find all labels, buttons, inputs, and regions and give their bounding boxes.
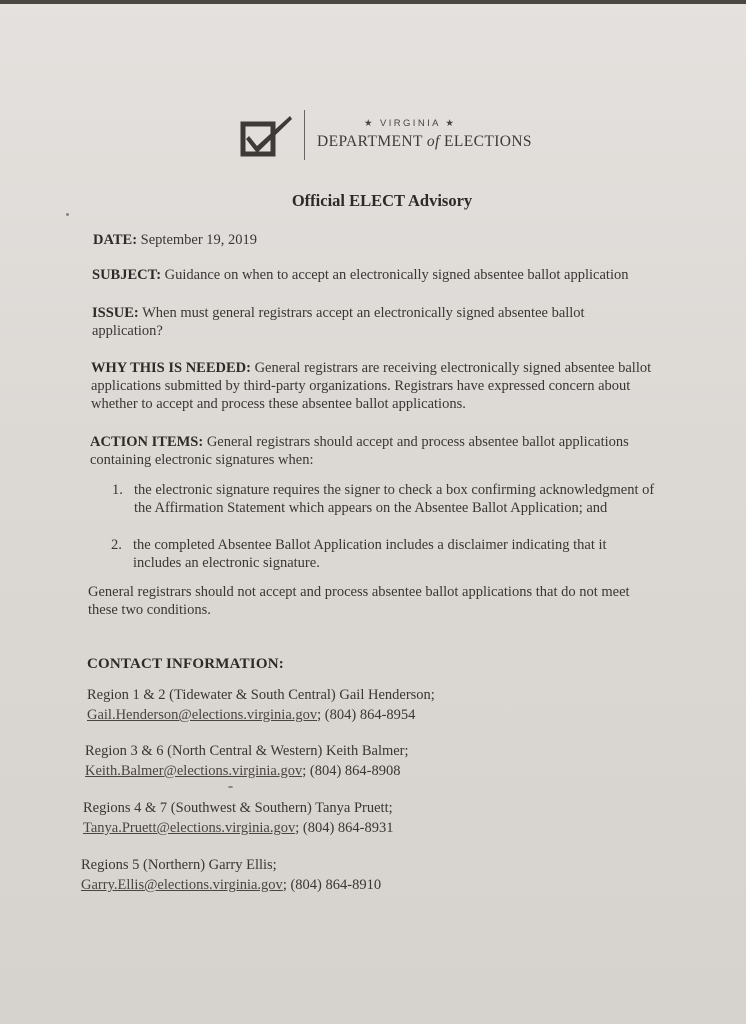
contact-phone: ; (804) 864-8931 [295,820,394,836]
letterhead-department: DEPARTMENT of ELECTIONS [317,133,532,150]
action-items-label: ACTION ITEMS: [90,434,204,450]
date-label: DATE: [93,232,138,248]
subject-field [92,266,628,284]
list-item-text: the completed Absentee Ballot Application includes a disclaimer indicating that it includes an electronic signature. [133,537,607,571]
contact-heading: CONTACT INFORMATION: [87,656,284,672]
contact-entry [81,855,381,895]
list-item-number: 2. [111,537,122,553]
issue-line-1: When must general registrars accept an electronically signed absentee ballot [142,305,585,321]
top-edge-shadow [0,0,746,4]
contact-entry [85,741,409,781]
why-needed-label: WHY THIS IS NEEDED: [91,360,251,376]
contact-entry [83,798,393,838]
contact-phone: ; (804) 864-8908 [302,763,401,779]
why-needed-line-2: applications submitted by third-party organizations. Registrars have expressed concern about [91,378,631,394]
contact-region: Region 3 & 6 (North Central & Western) Keith Balmer; [85,743,409,759]
issue-label: ISSUE: [92,305,139,321]
subject-label: SUBJECT: [92,267,162,283]
checkbox-check-icon [240,110,298,160]
contact-email-link[interactable]: Garry.Ellis@elections.virginia.gov [81,877,283,893]
contact-email-link[interactable]: Gail.Henderson@elections.virginia.gov [87,707,318,723]
contact-region: Regions 4 & 7 (Southwest & Southern) Tanya Pruett; [83,800,393,816]
letterhead [240,108,540,164]
contact-region: Regions 5 (Northern) Garry Ellis; [81,857,277,873]
document-title: Official ELECT Advisory [291,191,473,210]
letterhead-divider [304,110,305,160]
date-value: September 19, 2019 [140,232,258,248]
contact-email-link[interactable]: Keith.Balmer@elections.virginia.gov [85,763,303,779]
list-item-text: the electronic signature requires the signer to check a box confirming acknowledgment of the Affirmation Statement which appears on the Absentee Ballot Application; and [134,482,655,516]
contact-region: Region 1 & 2 (Tidewater & South Central) Gail Henderson; [87,687,435,703]
contact-phone: ; (804) 864-8954 [317,707,416,723]
date-field [93,231,257,249]
paper-speck [228,786,233,788]
list-item-number: 1. [112,482,123,498]
paper-speck [66,213,69,216]
action-items-field [90,433,629,469]
closing-paragraph [88,583,630,619]
why-needed-line-3: whether to accept and process these absentee ballot applications. [91,396,466,412]
issue-line-2: application? [92,323,163,339]
closing-line-2: these two conditions. [88,602,211,618]
subject-value: Guidance on when to accept an electronically signed absentee ballot application [164,267,629,283]
closing-line-1: General registrars should not accept and process absentee ballot applications that do not meet [88,584,630,600]
issue-field [92,304,585,340]
contact-entry [87,685,435,725]
letterhead-state: ★ VIRGINIA ★ [364,118,457,129]
why-needed-line-1: General registrars are receiving electronically signed absentee ballot [254,360,652,376]
contact-email-link[interactable]: Tanya.Pruett@elections.virginia.gov [83,820,296,836]
contact-phone: ; (804) 864-8910 [282,877,382,893]
action-items-line-1: General registrars should accept and process absentee ballot applications [206,434,629,450]
why-needed-field [91,359,651,413]
action-items-line-2: containing electronic signatures when: [90,452,314,468]
